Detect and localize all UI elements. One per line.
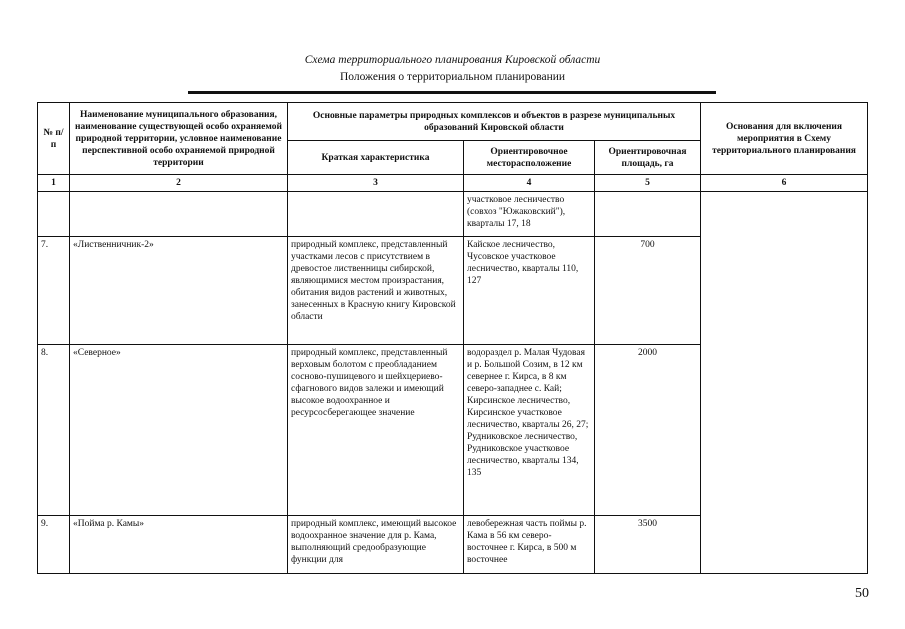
- column-number: 3: [288, 175, 464, 192]
- cell-area: 3500: [595, 516, 701, 574]
- table-row: [38, 192, 868, 237]
- cell-name: «Пойма р. Камы»: [70, 516, 288, 574]
- cell-location: водораздел р. Малая Чудовая и р. Большой Созим, в 12 км севернее г. Кирса, в 8 км северо-западнее с. Кай; Кирсинское лесничество, Кирсинское участковое лесничество, кварталы 26, 27; Рудниковское лесничество, Рудниковское участковое лесничество, кварталы 134, 135: [464, 345, 595, 516]
- cell-area: 2000: [595, 345, 701, 516]
- cell-name: «Лиственничник-2»: [70, 237, 288, 345]
- cell-num: 8.: [38, 345, 70, 516]
- cell-location: Кайское лесничество, Чусовское участковое лесничество, кварталы 110, 127: [464, 237, 595, 345]
- cell-name: [70, 192, 288, 237]
- document-title: Схема территориального планирования Кировской области: [304, 54, 601, 66]
- cell-num: [38, 192, 70, 237]
- cell-characteristic: природный комплекс, имеющий высокое водоохранное значение для р. Кама, выполняющий средообразующие функции для: [288, 516, 464, 574]
- table-body: [38, 192, 868, 574]
- cell-location: участковое лесничество (совхоз "Южаковский"), кварталы 17, 18: [464, 192, 595, 237]
- cell-characteristic: природный комплекс, представленный участками лесов с присутствием в древостое лиственницы сибирской, являющимися местом произрастания, обитания видов растений и животных, занесенных в Красную книгу Кировской области: [288, 237, 464, 345]
- header-area: Ориентировочная площадь, га: [595, 141, 701, 175]
- header-divider: [188, 91, 716, 94]
- document-subtitle: Положения о территориальном планировании: [339, 71, 566, 83]
- column-number: 1: [38, 175, 70, 192]
- cell-num: 7.: [38, 237, 70, 345]
- column-number: 5: [595, 175, 701, 192]
- column-number-row: [38, 175, 868, 192]
- cell-characteristic: природный комплекс, представленный верховым болотом с преобладанием сосново-пушицевого и шейхцериево-сфагнового видов залежи и имеющий высокое водоохранное и ресурсосберегающее значение: [288, 345, 464, 516]
- header-characteristic: Краткая характеристика: [288, 141, 464, 175]
- header-basis: Основания для включения мероприятия в Схему территориального планирования: [701, 103, 868, 175]
- header-params-group: Основные параметры природных комплексов и объектов в разрезе муниципальных образований Кировской области: [288, 103, 701, 141]
- column-number: 6: [701, 175, 868, 192]
- territory-table: [37, 102, 868, 574]
- header-num: № п/п: [38, 103, 70, 175]
- cell-basis: [701, 192, 868, 574]
- header-name: Наименование муниципального образования, наименование существующей особо охраняемой природной территории, условное наименование перспективной особо охраняемой природной территории: [70, 103, 288, 175]
- page-number: 50: [855, 586, 869, 601]
- cell-location: левобережная часть поймы р. Кама в 56 км северо-восточнее г. Кирса, в 500 м восточнее: [464, 516, 595, 574]
- header-row-1: [38, 103, 868, 141]
- column-number: 4: [464, 175, 595, 192]
- cell-name: «Северное»: [70, 345, 288, 516]
- cell-area: [595, 192, 701, 237]
- cell-num: 9.: [38, 516, 70, 574]
- cell-area: 700: [595, 237, 701, 345]
- cell-characteristic: [288, 192, 464, 237]
- header-location: Ориентировочное месторасположение: [464, 141, 595, 175]
- column-number: 2: [70, 175, 288, 192]
